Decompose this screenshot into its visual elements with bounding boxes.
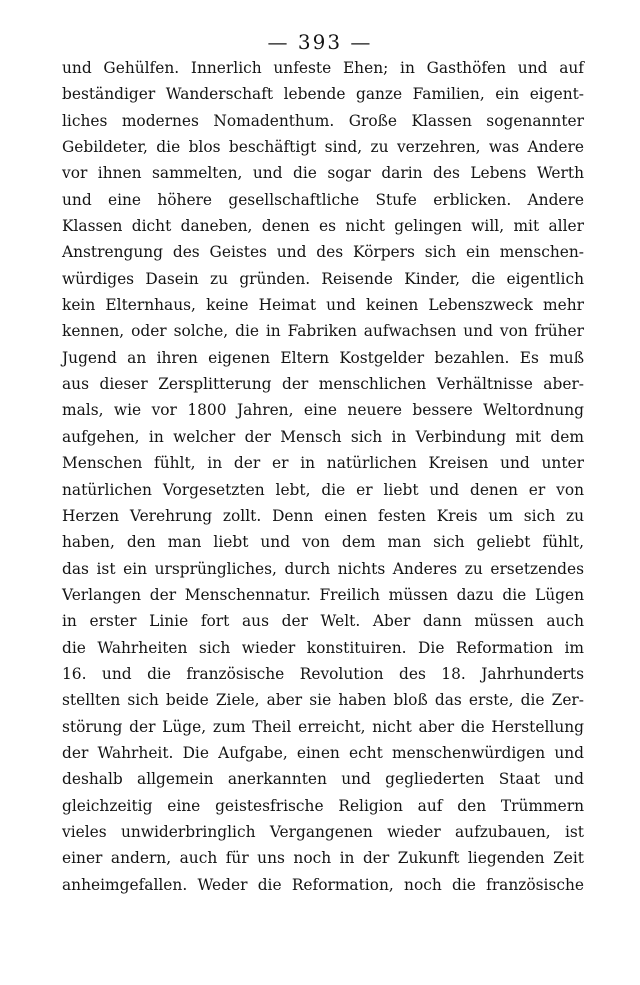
body-text (62, 55, 584, 898)
text-line: aufgehen, in welcher der Mensch sich in Verbindung mit dem (62, 427, 584, 446)
text-line: Jugend an ihren eigenen Eltern Kostgelder bezahlen. Es muß (62, 348, 584, 367)
text-line: Herzen Verehrung zollt. Denn einen festen Kreis um sich zu (62, 506, 584, 525)
text-line: der Wahrheit. Die Aufgabe, einen echt menschenwürdigen und (62, 743, 584, 762)
text-line: würdiges Dasein zu gründen. Reisende Kinder, die eigentlich (62, 269, 584, 288)
text-line: deshalb allgemein anerkannten und gegliederten Staat und (62, 770, 584, 789)
page-number: — 393 — (267, 30, 373, 54)
text-line: die Wahrheiten sich wieder konstituiren. Die Reformation im (62, 638, 584, 657)
text-line: 16. und die französische Revolution des 18. Jahrhunderts (62, 664, 584, 683)
text-line: Menschen fühlt, in der er in natürlichen Kreisen und unter (62, 454, 584, 473)
text-line: beständiger Wanderschaft lebende ganze Familien, ein eigent- (62, 85, 584, 104)
text-line: einer andern, auch für uns noch in der Zukunft liegenden Zeit (62, 849, 584, 868)
text-line: anheimgefallen. Weder die Reformation, noch die französische (62, 875, 584, 894)
text-line: stellten sich beide Ziele, aber sie haben bloß das erste, die Zer- (62, 691, 584, 710)
text-line: Verlangen der Menschennatur. Freilich müssen dazu die Lügen (62, 585, 584, 604)
text-line: vieles unwiderbringlich Vergangenen wieder aufzubauen, ist (62, 822, 584, 841)
text-line: Klassen dicht daneben, denen es nicht gelingen will, mit aller (62, 217, 584, 236)
text-line: aus dieser Zersplitterung der menschlichen Verhältnisse aber- (62, 375, 584, 394)
text-line: das ist ein ursprüngliches, durch nichts Anderes zu ersetzendes (62, 559, 584, 578)
text-line: störung der Lüge, zum Theil erreicht, nicht aber die Herstellung (62, 717, 584, 736)
text-line: mals, wie vor 1800 Jahren, eine neuere bessere Weltordnung (62, 401, 584, 420)
text-line: natürlichen Vorgesetzten lebt, die er liebt und denen er von (62, 480, 584, 499)
text-line: Anstrengung des Geistes und des Körpers sich ein menschen- (62, 243, 584, 262)
text-line: vor ihnen sammelten, und die sogar darin des Lebens Werth (62, 164, 584, 183)
text-line: gleichzeitig eine geistesfrische Religion auf den Trümmern (62, 796, 584, 815)
text-line: haben, den man liebt und von dem man sich geliebt fühlt, (62, 533, 584, 552)
text-line: liches modernes Nomadenthum. Große Klassen sogenannter (62, 111, 584, 130)
text-line: Gebildeter, die blos beschäftigt sind, zu verzehren, was Andere (62, 138, 584, 157)
text-line: in erster Linie fort aus der Welt. Aber dann müssen auch (62, 612, 584, 631)
text-line: kein Elternhaus, keine Heimat und keinen Lebenszweck mehr (62, 296, 584, 315)
text-line: und eine höhere gesellschaftliche Stufe erblicken. Andere (62, 190, 584, 209)
text-line: kennen, oder solche, die in Fabriken aufwachsen und von früher (62, 322, 584, 341)
text-line: und Gehülfen. Innerlich unfeste Ehen; in Gasthöfen und auf (62, 59, 584, 77)
